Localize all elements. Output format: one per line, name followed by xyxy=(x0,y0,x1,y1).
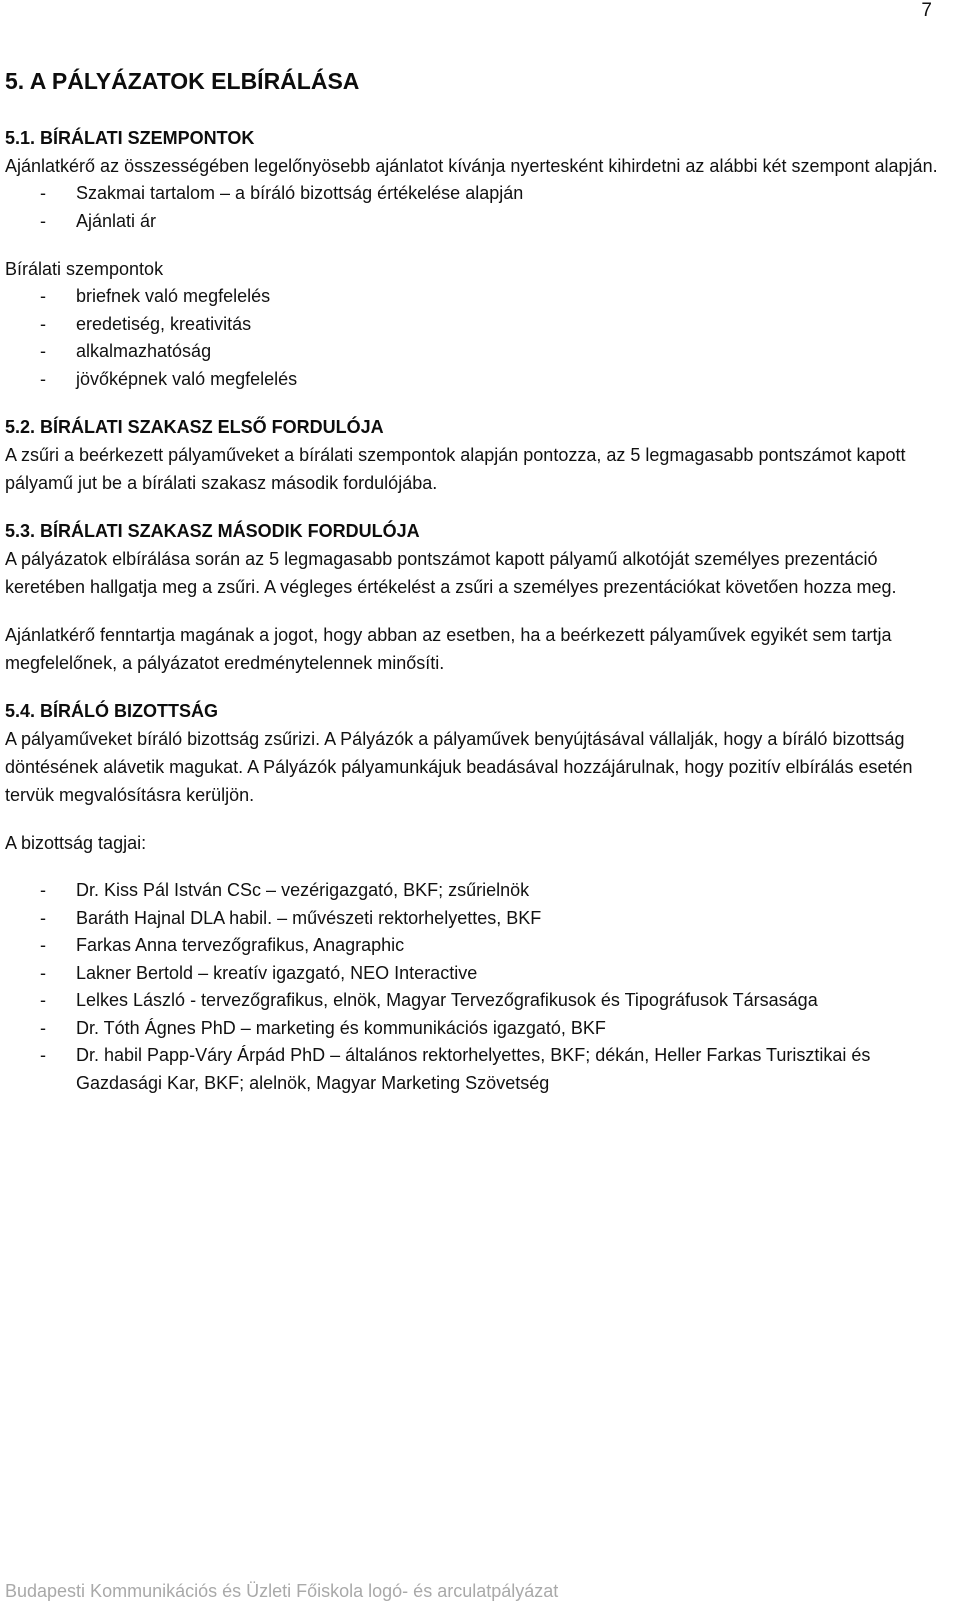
section-5-3-text: A pályázatok elbírálása során az 5 legmagasabb pontszámot kapott pályamű alkotóját személyes prezentáció keretében hallgatja meg a zsűri. A végleges értékelést a zsűri a személyes prezentációkat követően hozza meg. xyxy=(5,549,897,597)
section-5-1-intro: Ajánlatkérő az összességében legelőnyösebb ajánlatot kívánja nyertesként kihirdetni az alábbi két szempont alapján. xyxy=(5,156,938,176)
members-label: A bizottság tagjai: xyxy=(5,833,147,853)
list-item: - Dr. habil Papp-Váry Árpád PhD – általános rektorhelyettes, BKF; dékán, Heller Farkas Turisztikai és Gazdasági Kar, BKF; alelnök, Magyar Marketing Szövetség xyxy=(40,1045,871,1093)
list-item: - eredetiség, kreativitás xyxy=(40,313,252,334)
section-5-3-reservation: Ajánlatkérő fenntartja magának a jogot, hogy abban az esetben, ha a beérkezett pályaművek egyikét sem tartja megfelelőnek, a pályázatot eredménytelennek minősíti. xyxy=(5,625,892,673)
page-title: 5. A PÁLYÁZATOK ELBÍRÁLÁSA xyxy=(5,68,360,94)
list-item: - Szakmai tartalom – a bíráló bizottság értékelése alapján xyxy=(40,183,524,203)
page-number: 7 xyxy=(921,0,932,21)
criteria-label: Bírálati szempontok xyxy=(5,259,164,279)
list-item: - briefnek való megfelelés xyxy=(40,286,271,306)
section-5-2-heading: 5.2. BÍRÁLATI SZAKASZ ELSŐ FORDULÓJA xyxy=(5,417,384,437)
list-item: - Baráth Hajnal DLA habil. – művészeti rektorhelyettes, BKF xyxy=(40,907,542,928)
criteria-list xyxy=(5,283,940,393)
list-item: - Lelkes László - tervezőgrafikus, elnök, Magyar Tervezőgrafikusok és Tipográfusok Társasága xyxy=(40,990,818,1010)
list-item: - Lakner Bertold – kreatív igazgató, NEO Interactive xyxy=(40,962,478,983)
list-item: - jövőképnek való megfelelés xyxy=(40,368,298,389)
list-item: - alkalmazhatóság xyxy=(40,341,212,361)
section-5-2-text: A zsűri a beérkezett pályaműveket a bírálati szempontok alapján pontozza, az 5 legmagasabb pontszámot kapott pályamű jut be a bírálati szakasz második fordulójába. xyxy=(5,445,906,493)
list-item: - Farkas Anna tervezőgrafikus, Anagraphic xyxy=(40,935,405,955)
section-5-3-heading: 5.3. BÍRÁLATI SZAKASZ MÁSODIK FORDULÓJA xyxy=(5,521,420,541)
committee-members-list xyxy=(5,877,940,1097)
list-item: - Dr. Tóth Ágnes PhD – marketing és kommunikációs igazgató, BKF xyxy=(40,1017,606,1038)
evaluation-aspects-list xyxy=(5,180,940,235)
section-5-4-text: A pályaműveket bíráló bizottság zsűrizi. A Pályázók a pályaművek benyújtásával vállalják, hogy a bíráló bizottság döntésének alávetik magukat. A Pályázók pályamunkájuk beadásával hozzájárulnak, hogy pozitív elbírálás esetén tervük megvalósításra kerüljön. xyxy=(5,729,913,805)
section-5-4-heading: 5.4. BÍRÁLÓ BIZOTTSÁG xyxy=(5,701,219,721)
page-footer: Budapesti Kommunikációs és Üzleti Főiskola logó- és arculatpályázat xyxy=(5,1581,559,1601)
list-item: - Dr. Kiss Pál István CSc – vezérigazgató, BKF; zsűrielnök xyxy=(40,880,530,900)
document-body xyxy=(5,66,940,1097)
list-item: - Ajánlati ár xyxy=(40,210,157,231)
section-5-1-heading: 5.1. BÍRÁLATI SZEMPONTOK xyxy=(5,128,255,148)
